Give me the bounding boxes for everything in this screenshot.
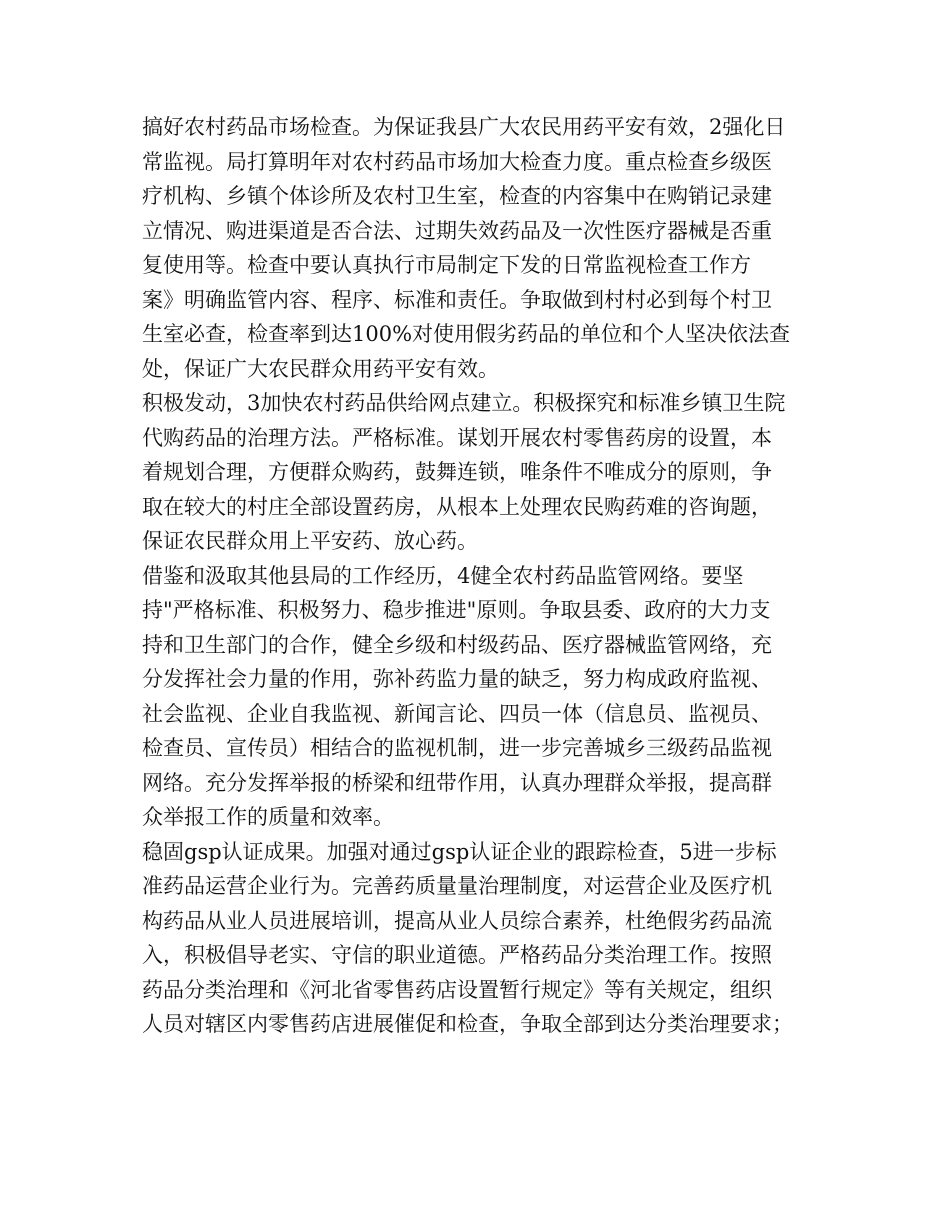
text-line: 搞好农村药品市场检查。为保证我县广大农民用药平安有效，2强化日 [142,115,786,139]
text-line: 持和卫生部门的合作，健全乡级和村级药品、医疗器械监管网络，充 [142,632,772,657]
text-line: 积极发动，3加快农村药品供给网点建立。积极探究和标准乡镇卫生院 [142,391,786,415]
text-line: 社会监视、企业自我监视、新闻言论、四员一体（信息员、监视员、 [142,701,772,726]
text-line: 分发挥社会力量的作用，弥补药监力量的缺乏，努力构成政府监视、 [142,667,772,691]
text-line: 准药品运营企业行为。完善药质量量治理制度，对运营企业及医疗机 [142,874,772,898]
text-line: 众举报工作的质量和效率。 [142,805,394,829]
text-line: 案》明确监管内容、程序、标准和责任。争取做到村村必到每个村卫 [142,287,772,312]
text-line: 人员对辖区内零售药店进展催促和检查，争取全部到达分类治理要求； [142,1012,793,1036]
document-body [142,110,832,1042]
text-line: 入，积极倡导老实、守信的职业道德。严格药品分类治理工作。按照 [142,943,772,967]
text-line: 检查员、宣传员）相结合的监视机制，进一步完善城乡三级药品监视 [142,736,772,760]
text-line: 常监视。局打算明年对农村药品市场加大检查力度。重点检查乡级医 [142,149,772,174]
text-line: 构药品从业人员进展培训，提高从业人员综合素养，杜绝假劣药品流 [142,908,772,933]
text-line: 保证农民群众用上平安药、放心药。 [142,529,478,553]
text-line: 处，保证广大农民群众用药平安有效。 [142,356,499,381]
text-line: 取在较大的村庄全部设置药房，从根本上处理农民购药难的咨询题， [142,494,772,519]
text-line: 立情况、购进渠道是否合法、过期失效药品及一次性医疗器械是否重 [142,218,772,243]
text-line: 复使用等。检查中要认真执行市局制定下发的日常监视检查工作方 [142,253,751,277]
text-line: 持"严格标准、积极努力、稳步推进"原则。争取县委、政府的大力支 [142,598,771,622]
text-line: 疗机构、乡镇个体诊所及农村卫生室，检查的内容集中在购销记录建 [142,184,772,208]
text-line: 药品分类治理和《河北省零售药店设置暂行规定》等有关规定，组织 [142,977,772,1002]
text-line: 稳固gsp认证成果。加强对通过gsp认证企业的跟踪检查，5进一步标 [142,839,777,864]
text-line: 借鉴和汲取其他县局的工作经历，4健全农村药品监管网络。要坚 [142,563,744,588]
text-line: 网络。充分发挥举报的桥梁和纽带作用，认真办理群众举报，提高群 [142,770,772,795]
text-line: 生室必查，检查率到达100%对使用假劣药品的单位和个人坚决依法查 [142,322,791,346]
text-line: 着规划合理，方便群众购药，鼓舞连锁，唯条件不唯成分的原则，争 [142,460,772,484]
text-line: 代购药品的治理方法。严格标准。谋划开展农村零售药房的设置，本 [142,425,772,450]
